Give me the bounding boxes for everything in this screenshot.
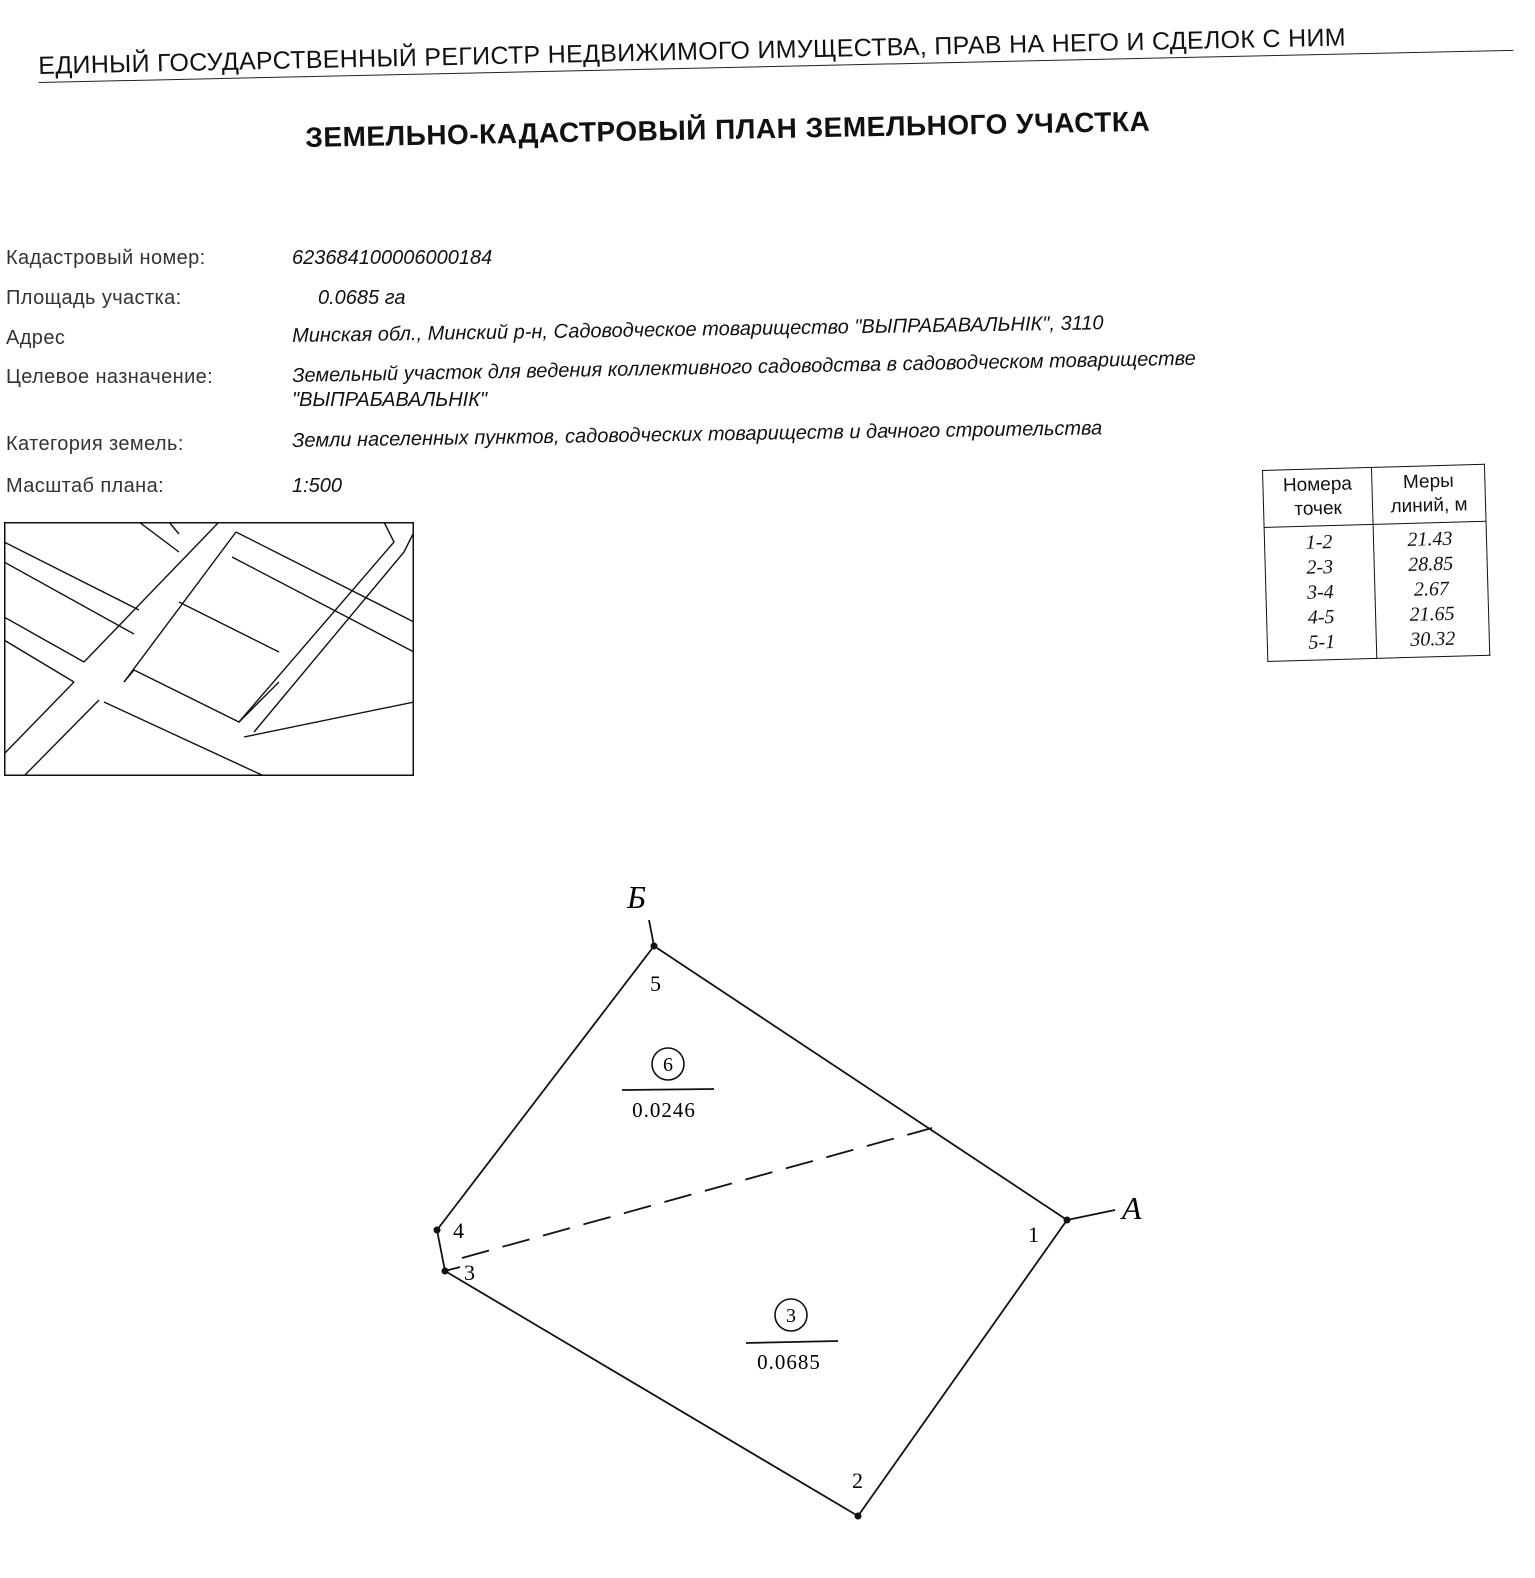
- corner-label-a: А: [1122, 1190, 1142, 1226]
- address-value: Минская обл., Минский р-н, Садоводческое товарищество "ВЫПРАБАВАЛЬНІК", 3110: [292, 312, 1104, 347]
- points-cell: 2-3: [1265, 554, 1375, 582]
- line-measures-table: [1262, 464, 1490, 662]
- area-value: 0.0685 га: [318, 287, 406, 309]
- parcel-6-area: 0.0246: [632, 1098, 696, 1122]
- leader-a: [1067, 1210, 1115, 1220]
- map-parcel-line: [179, 602, 279, 652]
- map-road-line: [4, 682, 74, 754]
- location-overview-map: [4, 522, 414, 776]
- point-label-4: 4: [453, 1218, 464, 1243]
- map-road-line: [24, 700, 99, 776]
- parcel-6-number: 6: [663, 1054, 673, 1076]
- map-parcel-line: [236, 532, 414, 622]
- scale-label: Масштаб плана:: [6, 475, 165, 497]
- length-cell: 30.32: [1376, 626, 1490, 659]
- boundary-1-2: [858, 1220, 1067, 1516]
- scale-value: 1:500: [292, 475, 343, 497]
- parcel-3-number: 3: [786, 1305, 796, 1327]
- parcel-plan: [0, 860, 1535, 1578]
- points-cell: 1-2: [1264, 524, 1374, 557]
- map-road-line: [4, 617, 84, 662]
- map-road-line: [124, 532, 236, 682]
- points-cell: 5-1: [1267, 629, 1377, 662]
- boundary-3-4: [437, 1230, 445, 1271]
- map-parcel-line: [239, 522, 394, 722]
- points-cell: 4-5: [1266, 604, 1376, 632]
- map-parcel-line: [169, 522, 179, 534]
- points-column-header: Номера точек: [1263, 467, 1374, 527]
- map-road-line: [104, 702, 264, 776]
- point-marker-4: [434, 1227, 441, 1234]
- map-road-line: [4, 640, 74, 682]
- point-label-1: 1: [1028, 1222, 1039, 1247]
- map-parcel-line: [254, 532, 414, 732]
- map-road-line: [124, 670, 134, 682]
- parcel-3-fraction-line: [746, 1341, 838, 1343]
- boundary-4-5: [437, 946, 654, 1230]
- cadastral-number-label: Кадастровый номер:: [6, 247, 206, 269]
- leader-b: [649, 920, 654, 946]
- registry-header: ЕДИНЫЙ ГОСУДАРСТВЕННЫЙ РЕГИСТР НЕДВИЖИМОГО ИМУЩЕСТВА, ПРАВ НА НЕГО И СДЕЛОК С НИМ: [38, 20, 1513, 83]
- point-label-2: 2: [852, 1468, 863, 1493]
- length-cell: 21.65: [1375, 601, 1489, 629]
- dashed-division-line: [462, 1128, 932, 1258]
- point-marker-3: [442, 1268, 449, 1275]
- parcel-6-fraction-line: [622, 1089, 714, 1090]
- area-label: Площадь участка:: [6, 287, 182, 309]
- purpose-value-line1: Земельный участок для ведения коллективного садоводства в садоводческом товариществе: [292, 347, 1197, 387]
- lengths-column-header: Меры линий, м: [1371, 464, 1486, 524]
- map-frame: [5, 523, 414, 776]
- point-label-5: 5: [650, 971, 661, 996]
- length-cell: 2.67: [1375, 576, 1489, 604]
- length-cell: 21.43: [1373, 521, 1487, 554]
- category-label: Категория земель:: [6, 433, 184, 455]
- purpose-label: Целевое назначение:: [6, 366, 214, 388]
- point-marker-5: [651, 943, 658, 950]
- cadastral-number-value: 623684100006000184: [292, 247, 493, 269]
- parcel-3-area: 0.0685: [757, 1350, 821, 1374]
- boundary-5-1: [654, 946, 1067, 1220]
- map-parcel-line: [134, 670, 279, 722]
- map-parcel-line: [244, 702, 414, 737]
- point-marker-1: [1064, 1217, 1071, 1224]
- points-cell: 3-4: [1266, 579, 1376, 607]
- map-parcel-line: [232, 557, 414, 652]
- category-value: Земли населенных пунктов, садоводческих товариществ и дачного строительства: [292, 417, 1103, 452]
- point-label-3: 3: [464, 1260, 475, 1285]
- boundary-2-3: [445, 1271, 858, 1516]
- table-row: [1267, 626, 1490, 662]
- point-marker-2: [855, 1513, 862, 1520]
- document-title: ЗЕМЕЛЬНО-КАДАСТРОВЫЙ ПЛАН ЗЕМЕЛЬНОГО УЧАСТКА: [305, 105, 1151, 153]
- purpose-value-line2: "ВЫПРАБАВАЛЬНІК": [292, 389, 488, 411]
- address-label: Адрес: [6, 327, 66, 349]
- corner-label-b: Б: [627, 879, 646, 915]
- length-cell: 28.85: [1374, 551, 1488, 579]
